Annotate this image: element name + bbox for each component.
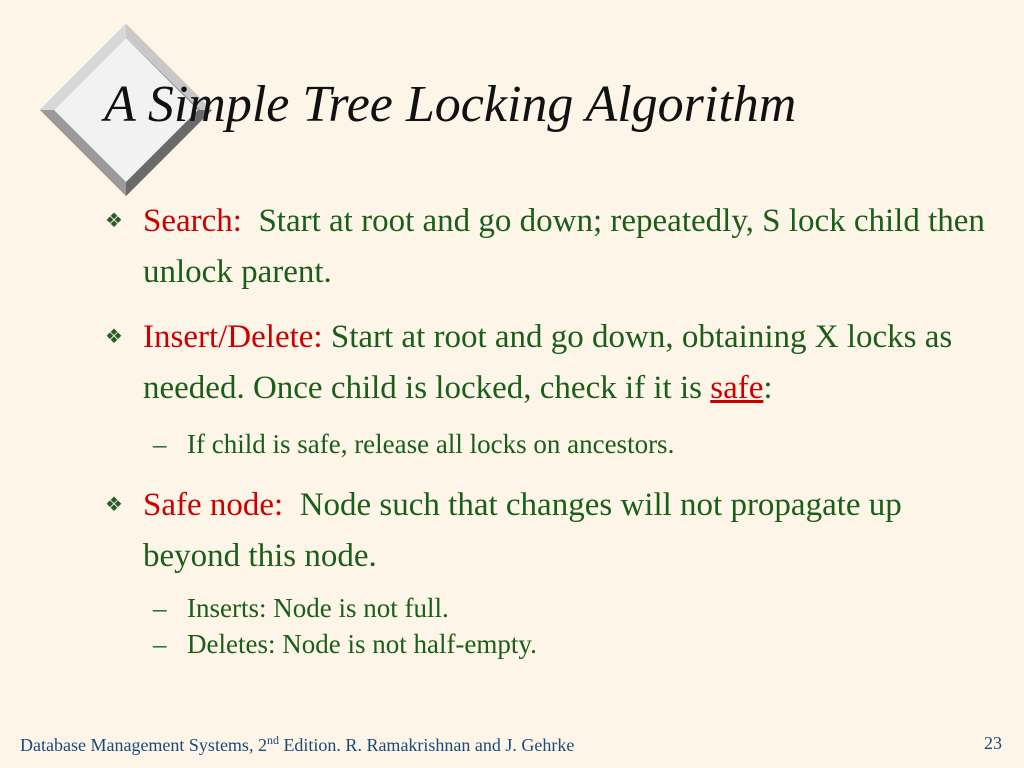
bullet-text: Node such that changes will not propagate up beyond this node. [143, 487, 902, 574]
bullet-keyword: Search: [143, 203, 242, 239]
bullet-text-end: : [763, 370, 773, 406]
diamond-bullet-icon: ❖ [105, 210, 123, 232]
bullet-insert-delete [105, 312, 985, 414]
bullet-text: Start at root and go down, obtaining X locks as needed. Once child is locked, check if it is [143, 319, 953, 406]
diamond-bullet-icon: ❖ [105, 326, 123, 348]
dash-bullet-icon: – [153, 429, 167, 459]
dash-bullet-icon: – [153, 593, 167, 623]
footer-text-end: Edition. R. Ramakrishnan and J. Gehrke [278, 735, 575, 755]
slide-content [105, 196, 985, 668]
sub-bullet-text: Deletes: Node is not half-empty. [187, 629, 537, 659]
page-number: 23 [984, 733, 1002, 753]
bullet-keyword: Insert/Delete: [143, 319, 323, 355]
bullet-safe-node [105, 480, 985, 582]
sub-bullet-text: If child is safe, release all locks on ancestors. [187, 429, 675, 459]
sub-bullet [105, 422, 985, 466]
slide-title: A Simple Tree Locking Algorithm [104, 76, 797, 133]
diamond-bullet-icon: ❖ [105, 494, 123, 516]
dash-bullet-icon: – [153, 629, 167, 659]
footer-citation [20, 733, 574, 756]
sub-bullet-text: Inserts: Node is not full. [187, 593, 449, 623]
bullet-search [105, 196, 985, 298]
bullet-keyword: Safe node: [143, 487, 284, 523]
sub-bullet [105, 622, 985, 666]
safe-link[interactable]: safe [710, 370, 764, 406]
bullet-text: Start at root and go down; repeatedly, S lock child then unlock parent. [143, 203, 985, 290]
footer-text: Database Management Systems, 2 [20, 735, 267, 755]
footer-superscript: nd [266, 733, 279, 747]
